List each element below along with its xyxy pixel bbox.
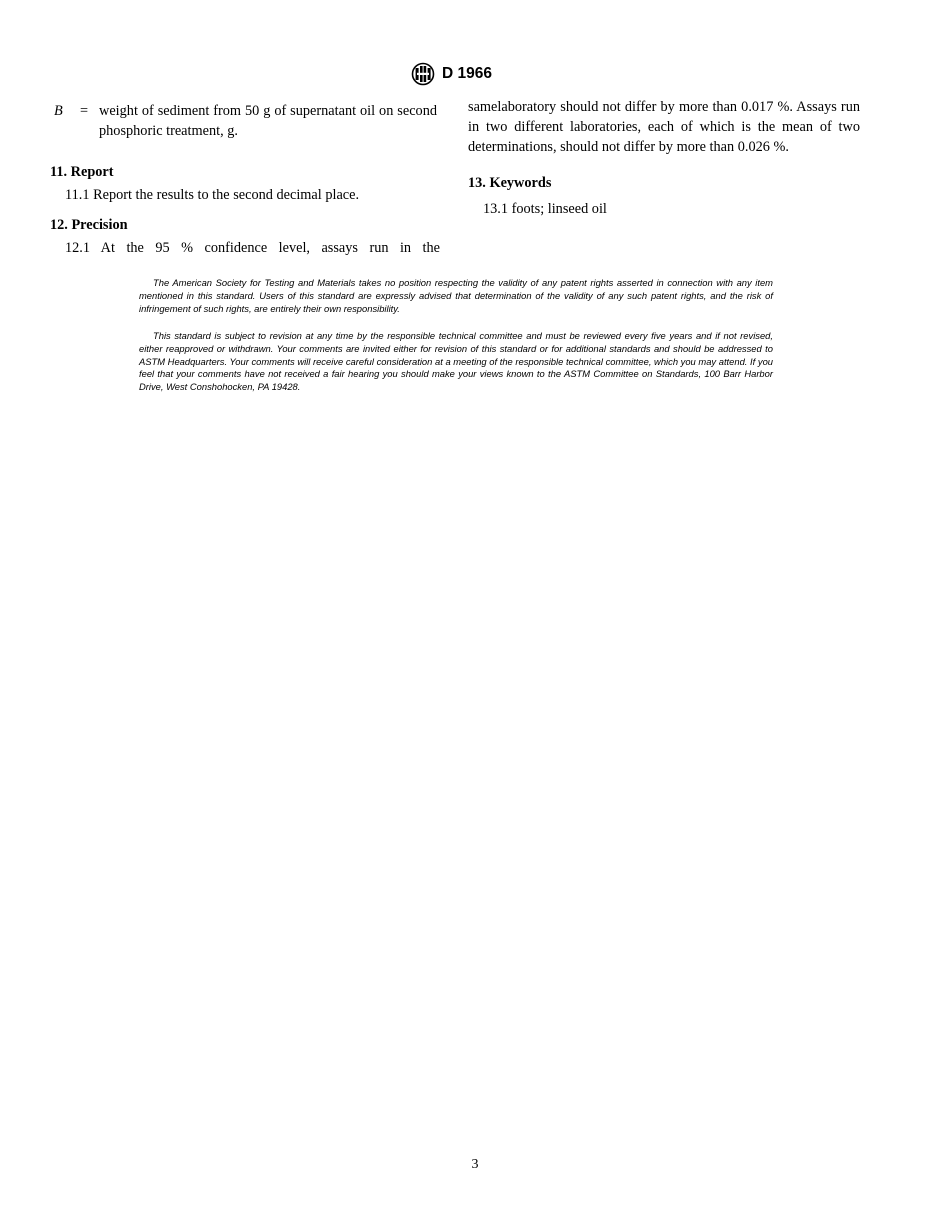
right-column <box>468 97 860 219</box>
variable-definition <box>50 97 440 139</box>
paragraph-13-1: 13.1 foots; linseed oil <box>483 201 607 217</box>
standard-footnotes <box>139 277 773 394</box>
paragraph-11-1: 11.1 Report the results to the second decimal place. <box>65 187 360 203</box>
section-heading-precision: 12. Precision <box>50 217 128 233</box>
section-heading-report: 11. Report <box>50 164 114 180</box>
paragraph-12-1: 12.1 At the 95 % confidence level, assays run in the <box>65 240 440 256</box>
definition-symbol: B <box>54 103 63 119</box>
document-designation: D 1966 <box>442 65 492 82</box>
patent-notice: The American Society for Testing and Materials takes no position respecting the validity of any patent rights asserted in connection with any item mentioned in this standard. Users of this standard are expressly advised that determination of the validity of any such patent rights, and the risk of infringement of such rights, are entirely their own responsibility. <box>139 277 773 314</box>
paragraph-12-1-continued: samelaboratory should not differ by more than 0.017 %. Assays run in two different laboratories, each of which is the mean of two determinations, should not differ by more than 0.026 %. <box>468 99 860 155</box>
astm-logo-icon <box>411 62 435 86</box>
page-number: 3 <box>471 1157 479 1172</box>
page-header <box>0 60 950 88</box>
definition-text: weight of sediment from 50 g of supernatant oil on second phosphoric treatment, g. <box>99 103 437 139</box>
revision-notice: This standard is subject to revision at any time by the responsible technical committee and must be reviewed every five years and if not revised, either reapproved or withdrawn. Your comments are invited either for revision of this standard or for additional standards and should be addressed to ASTM Headquarters. Your comments will receive careful consideration at a meeting of the responsible technical committee, which you may attend. If you feel that your comments have not received a fair hearing you should make your views known to the ASTM Committee on Standards, 100 Barr Harbor Drive, West Conshohocken, PA 19428. <box>139 329 773 393</box>
definition-equals: = <box>80 103 89 119</box>
left-column <box>50 97 440 258</box>
section-heading-keywords: 13. Keywords <box>468 175 552 191</box>
